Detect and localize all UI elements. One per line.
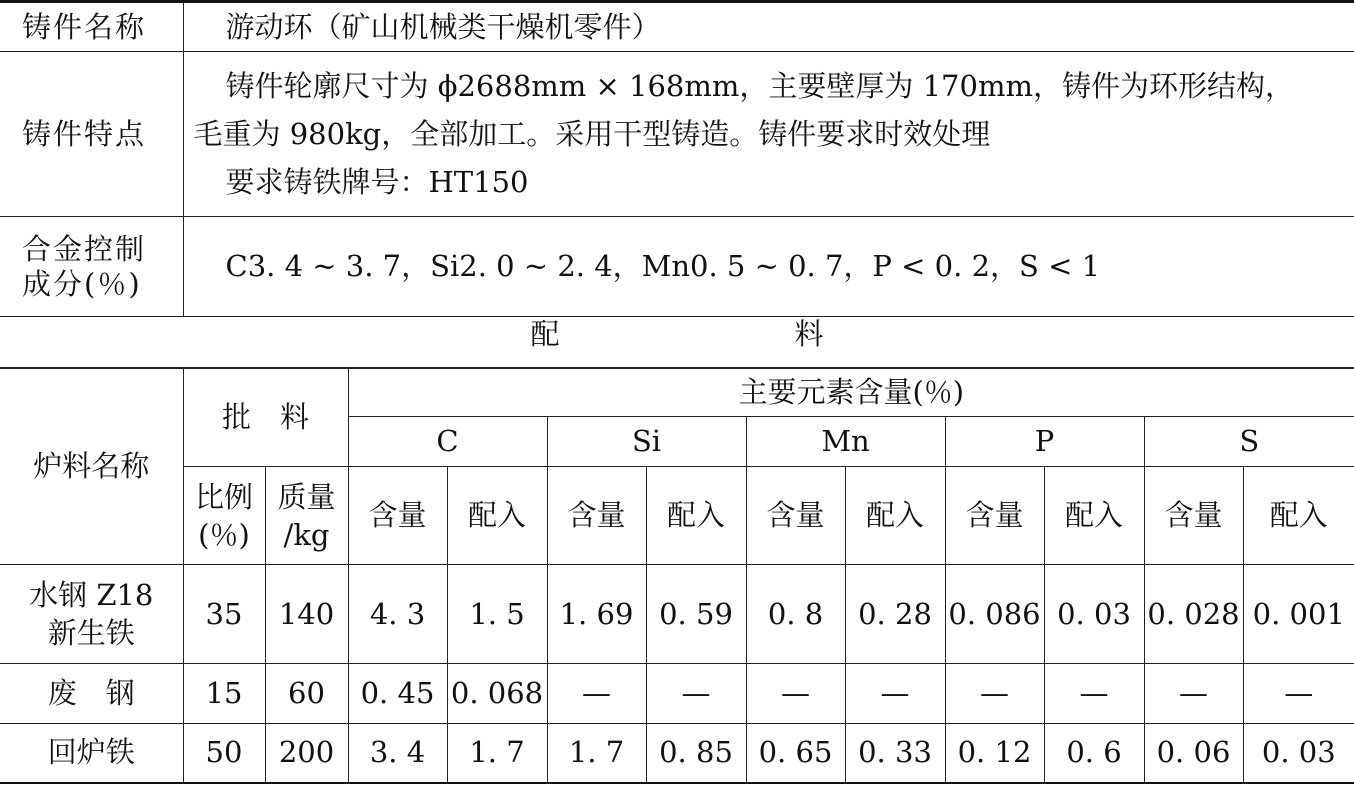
header-element-p: P bbox=[945, 417, 1144, 467]
header-mass-line-1: 质量 bbox=[277, 479, 336, 514]
header-c-content: 含量 bbox=[348, 467, 447, 565]
casting-name-label: 铸件名称 bbox=[0, 2, 183, 52]
row-p-content: 0. 086 bbox=[945, 565, 1044, 664]
row-p-added: 0. 6 bbox=[1044, 724, 1144, 783]
row-c-content: 4. 3 bbox=[348, 565, 447, 664]
casting-feature-label: 铸件特点 bbox=[0, 52, 183, 217]
header-p-content: 含量 bbox=[945, 467, 1044, 565]
row-s-added: — bbox=[1243, 664, 1354, 724]
casting-name-value: 游动环（矿山机械类干燥机零件） bbox=[183, 2, 1354, 52]
row-s-added: 0. 03 bbox=[1243, 724, 1354, 783]
header-element-c: C bbox=[348, 417, 547, 467]
row-s-added: 0. 001 bbox=[1243, 565, 1354, 664]
row-si-content: — bbox=[547, 664, 646, 724]
table-row bbox=[0, 565, 1354, 664]
table-row bbox=[0, 724, 1354, 783]
row-si-content: 1. 7 bbox=[547, 724, 646, 783]
row-material-name-line-2: 新生铁 bbox=[47, 616, 135, 650]
row-material-name-line-1: 水钢 Z18 bbox=[29, 578, 154, 612]
header-mass bbox=[265, 467, 348, 565]
row-ratio: 50 bbox=[183, 724, 265, 783]
header-batch: 批 料 bbox=[183, 368, 348, 467]
row-ratio: 15 bbox=[183, 664, 265, 724]
header-c-added: 配入 bbox=[447, 467, 547, 565]
row-si-added: — bbox=[646, 664, 746, 724]
alloy-label-line-1: 合金控制 bbox=[22, 231, 147, 266]
row-mn-content: — bbox=[746, 664, 845, 724]
row-mn-added: — bbox=[845, 664, 945, 724]
header-si-added: 配入 bbox=[646, 467, 746, 565]
header-mn-added: 配入 bbox=[845, 467, 945, 565]
row-si-added: 0. 59 bbox=[646, 565, 746, 664]
section-title-right: 料 bbox=[794, 317, 824, 351]
row-c-content: 0. 45 bbox=[348, 664, 447, 724]
row-si-added: 0. 85 bbox=[646, 724, 746, 783]
header-element-s: S bbox=[1144, 417, 1354, 467]
alloy-label-line-2: 成分(％) bbox=[22, 266, 142, 301]
feature-line-1: 铸件轮廓尺寸为 ϕ2688mm × 168mm，主要壁厚为 170mm，铸件为环形结构， bbox=[225, 69, 1294, 103]
header-element-mn: Mn bbox=[746, 417, 945, 467]
row-si-content: 1. 69 bbox=[547, 565, 646, 664]
feature-line-3: 要求铸铁牌号：HT150 bbox=[225, 165, 529, 199]
row-mass: 200 bbox=[265, 724, 348, 783]
row-s-content: 0. 028 bbox=[1144, 565, 1243, 664]
casting-info-table bbox=[0, 0, 1354, 317]
row-mass: 140 bbox=[265, 565, 348, 664]
row-mass: 60 bbox=[265, 664, 348, 724]
header-ratio bbox=[183, 467, 265, 565]
row-c-added: 0. 068 bbox=[447, 664, 547, 724]
header-material: 炉料名称 bbox=[0, 368, 183, 565]
row-c-added: 1. 5 bbox=[447, 565, 547, 664]
row-mn-added: 0. 28 bbox=[845, 565, 945, 664]
row-ratio: 35 bbox=[183, 565, 265, 664]
row-mn-content: 0. 8 bbox=[746, 565, 845, 664]
row-material-name: 废 钢 bbox=[0, 664, 183, 724]
row-material-name bbox=[0, 565, 183, 664]
charge-table bbox=[0, 367, 1354, 784]
row-p-added: 0. 03 bbox=[1044, 565, 1144, 664]
table-row bbox=[0, 664, 1354, 724]
header-ratio-line-1: 比例 bbox=[194, 479, 253, 514]
header-p-added: 配入 bbox=[1044, 467, 1144, 565]
header-mass-line-2: /kg bbox=[283, 517, 330, 552]
row-s-content: — bbox=[1144, 664, 1243, 724]
row-mn-added: 0. 33 bbox=[845, 724, 945, 783]
header-si-content: 含量 bbox=[547, 467, 646, 565]
row-s-content: 0. 06 bbox=[1144, 724, 1243, 783]
header-main-elements: 主要元素含量(％) bbox=[348, 368, 1354, 417]
alloy-value: C3. 4 ~ 3. 7，Si2. 0 ~ 2. 4，Mn0. 5 ~ 0. 7，P < 0. 2，S < 1 bbox=[183, 217, 1354, 317]
header-ratio-line-2: (％) bbox=[198, 517, 250, 552]
row-material-name: 回炉铁 bbox=[0, 724, 183, 783]
row-c-content: 3. 4 bbox=[348, 724, 447, 783]
row-mn-content: 0. 65 bbox=[746, 724, 845, 783]
section-title bbox=[0, 300, 1354, 369]
row-p-content: — bbox=[945, 664, 1044, 724]
header-s-content: 含量 bbox=[1144, 467, 1243, 565]
feature-line-2: 毛重为 980kg，全部加工。采用干型铸造。铸件要求时效处理 bbox=[193, 117, 991, 151]
header-s-added: 配入 bbox=[1243, 467, 1354, 565]
row-p-added: — bbox=[1044, 664, 1144, 724]
header-mn-content: 含量 bbox=[746, 467, 845, 565]
row-c-added: 1. 7 bbox=[447, 724, 547, 783]
row-p-content: 0. 12 bbox=[945, 724, 1044, 783]
section-title-left: 配 bbox=[530, 317, 560, 351]
header-element-si: Si bbox=[547, 417, 746, 467]
casting-feature-value bbox=[183, 52, 1354, 217]
